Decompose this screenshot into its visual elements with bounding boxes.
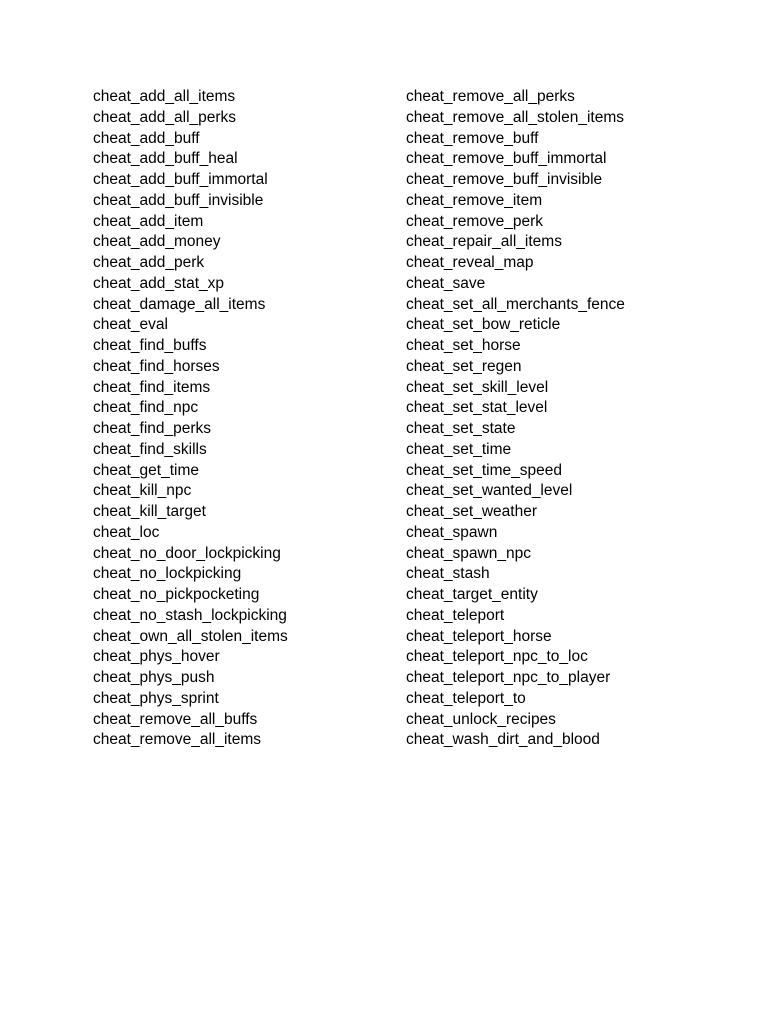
command-list-right-column bbox=[406, 87, 746, 751]
command-list-item: cheat_remove_item bbox=[406, 191, 543, 209]
command-list-item: cheat_add_buff bbox=[93, 129, 200, 147]
command-list-item: cheat_set_time bbox=[406, 440, 512, 458]
command-list-item: cheat_wash_dirt_and_blood bbox=[406, 731, 600, 749]
command-list-item: cheat_no_lockpicking bbox=[93, 565, 242, 583]
command-list-item: cheat_add_perk bbox=[93, 254, 205, 271]
command-list-item: cheat_remove_all_perks bbox=[406, 88, 575, 105]
command-list-item: cheat_eval bbox=[93, 316, 168, 334]
command-list-item: cheat_add_stat_xp bbox=[93, 274, 224, 292]
command-list-item: cheat_repair_all_items bbox=[406, 233, 562, 251]
command-list-item: cheat_remove_buff bbox=[406, 129, 539, 147]
command-list-item: cheat_teleport_npc_to_player bbox=[406, 669, 611, 686]
command-list-item: cheat_spawn bbox=[406, 523, 498, 541]
command-list-item: cheat_add_all_items bbox=[93, 88, 236, 105]
command-list-item: cheat_set_wanted_level bbox=[406, 482, 573, 500]
command-list-item: cheat_stash bbox=[406, 565, 490, 583]
command-list-item: cheat_no_stash_lockpicking bbox=[93, 606, 287, 624]
command-list-item: cheat_no_door_lockpicking bbox=[93, 544, 281, 562]
command-list-item: cheat_set_bow_reticle bbox=[406, 316, 561, 334]
command-list-item: cheat_remove_perk bbox=[406, 212, 543, 230]
command-list-item: cheat_get_time bbox=[93, 461, 199, 479]
command-list-item: cheat_teleport_to bbox=[406, 689, 526, 707]
command-list-item: cheat_damage_all_items bbox=[93, 295, 266, 313]
command-list-item: cheat_find_buffs bbox=[93, 337, 207, 354]
command-list-item: cheat_kill_target bbox=[93, 503, 206, 520]
command-list-item: cheat_loc bbox=[93, 523, 160, 541]
command-list-item: cheat_add_buff_immortal bbox=[93, 171, 268, 188]
command-list-item: cheat_add_buff_invisible bbox=[93, 191, 264, 209]
command-list-item: cheat_find_horses bbox=[93, 357, 220, 375]
command-list-item: cheat_teleport_npc_to_loc bbox=[406, 648, 588, 666]
command-list-item: cheat_phys_push bbox=[93, 669, 215, 686]
command-list-item: cheat_set_regen bbox=[406, 357, 522, 375]
command-list-item: cheat_find_skills bbox=[93, 440, 207, 458]
command-list-item: cheat_add_buff_heal bbox=[93, 150, 238, 168]
command-list-item: cheat_set_horse bbox=[406, 337, 521, 354]
command-list-item: cheat_unlock_recipes bbox=[406, 710, 556, 728]
command-list-item: cheat_remove_all_items bbox=[93, 731, 262, 749]
command-list-item: cheat_set_weather bbox=[406, 503, 537, 520]
command-list-item: cheat_remove_all_buffs bbox=[93, 710, 258, 728]
command-list-item: cheat_find_perks bbox=[93, 420, 212, 437]
command-list-item: cheat_add_all_perks bbox=[93, 108, 237, 126]
command-list-item: cheat_set_state bbox=[406, 420, 516, 437]
command-list-left-column bbox=[93, 87, 393, 751]
command-list-item: cheat_set_skill_level bbox=[406, 378, 549, 396]
command-list-item: cheat_remove_all_stolen_items bbox=[406, 108, 624, 126]
command-list-item: cheat_set_time_speed bbox=[406, 461, 562, 479]
command-list-item: cheat_set_stat_level bbox=[406, 399, 548, 417]
command-list-item: cheat_find_npc bbox=[93, 399, 199, 417]
command-list-item: cheat_phys_sprint bbox=[93, 689, 219, 707]
command-list-item: cheat_spawn_npc bbox=[406, 544, 531, 562]
command-list-item: cheat_remove_buff_immortal bbox=[406, 150, 607, 168]
command-list-item: cheat_own_all_stolen_items bbox=[93, 627, 288, 645]
command-list-item: cheat_teleport bbox=[406, 606, 505, 624]
command-list-item: cheat_target_entity bbox=[406, 586, 538, 603]
command-list-item: cheat_kill_npc bbox=[93, 482, 192, 500]
command-list-item: cheat_add_item bbox=[93, 212, 204, 230]
command-list-item: cheat_find_items bbox=[93, 378, 211, 396]
command-list-item: cheat_phys_hover bbox=[93, 648, 220, 666]
command-list-item: cheat_remove_buff_invisible bbox=[406, 171, 603, 188]
command-list-item: cheat_teleport_horse bbox=[406, 627, 552, 645]
command-list-item: cheat_no_pickpocketing bbox=[93, 586, 260, 603]
command-list-item: cheat_save bbox=[406, 274, 486, 292]
command-list-item: cheat_add_money bbox=[93, 233, 221, 251]
command-list-item: cheat_reveal_map bbox=[406, 254, 534, 271]
command-list-item: cheat_set_all_merchants_fence bbox=[406, 295, 625, 313]
